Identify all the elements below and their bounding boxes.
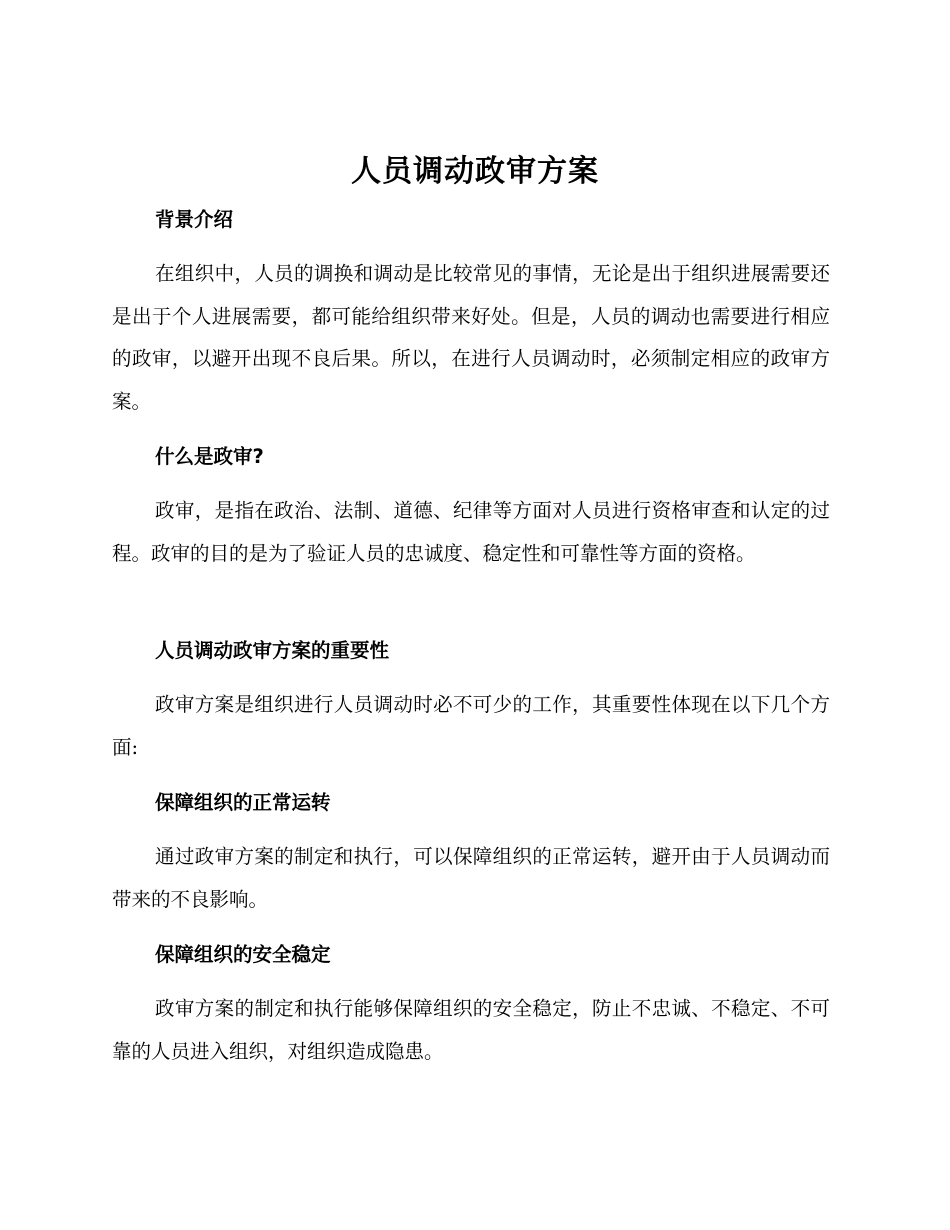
section-body-what-is-review: 政审，是指在政治、法制、道德、纪律等方面对人员进行资格审查和认定的过程。政审的目的是为了验证人员的忠诚度、稳定性和可靠性等方面的资格。 [112,499,830,565]
section-body-importance: 政审方案是组织进行人员调动时必不可少的工作，其重要性体现在以下几个方面: [112,693,830,759]
document-title: 人员调动政审方案 [351,154,599,189]
section-heading-security-stability: 保障组织的安全稳定 [155,943,331,966]
section-body-background: 在组织中，人员的调换和调动是比较常见的事情，无论是出于组织进展需要还是出于个人进展需要，都可能给组织带来好处。但是，人员的调动也需要进行相应的政审，以避开出现不良后果。所以，在进行人员调动时，必须制定相应的政审方案。 [112,262,830,413]
section-heading-what-is-review: 什么是政审? [155,445,264,468]
section-body-normal-operation: 通过政审方案的制定和执行，可以保障组织的正常运转，避开由于人员调动而带来的不良影响。 [112,845,830,911]
section-body-security-stability: 政审方案的制定和执行能够保障组织的安全稳定，防止不忠诚、不稳定、不可靠的人员进入组织，对组织造成隐患。 [112,997,830,1063]
section-heading-normal-operation: 保障组织的正常运转 [155,791,331,814]
section-heading-background: 背景介绍 [155,208,234,231]
section-heading-importance: 人员调动政审方案的重要性 [155,639,390,662]
